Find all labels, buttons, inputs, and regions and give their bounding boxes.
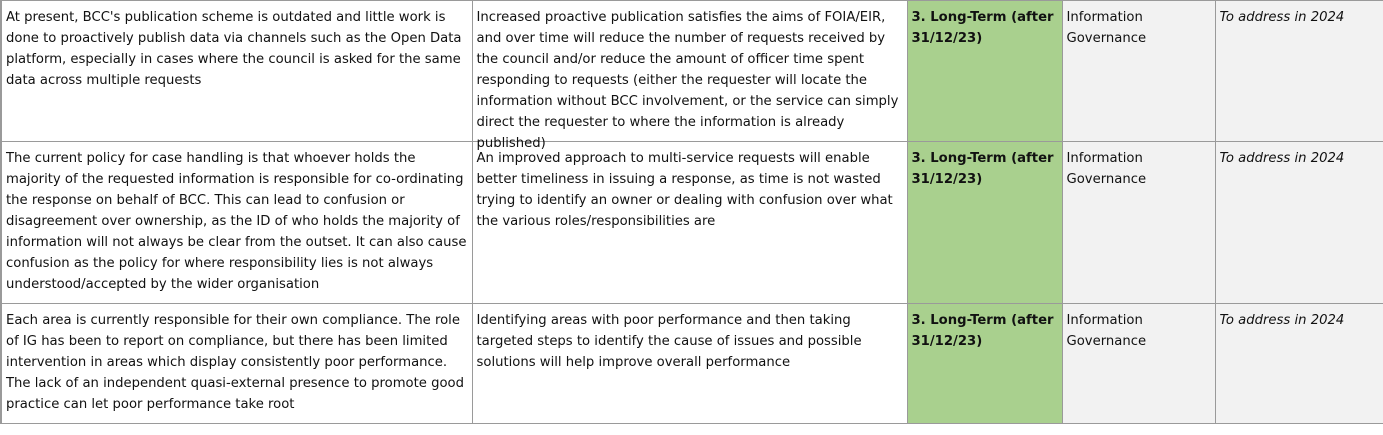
priority-cell: 3. Long-Term (after 31/12/23) (907, 142, 1062, 304)
status-cell: To address in 2024 (1215, 142, 1383, 304)
owner-cell: Information Governance (1062, 1, 1215, 142)
table-row (1, 304, 1383, 424)
benefit-cell: Identifying areas with poor performance and then taking targeted steps to identify the cause of issues and possible solutions will help improve overall performance (472, 304, 907, 424)
owner-cell: Information Governance (1062, 142, 1215, 304)
benefit-cell: An improved approach to multi-service requests will enable better timeliness in issuing a response, as time is not wasted trying to identify an owner or dealing with confusion over what the various roles/responsibilities are (472, 142, 907, 304)
benefit-cell (472, 1, 907, 151)
issue-cell: The current policy for case handling is that whoever holds the majority of the requested information is responsible for co-ordinating the response on behalf of BCC. This can lead to confusion or disagreement over ownership, as the ID of who holds the majority of information will not always be clear from the outset. It can also cause confusion as the policy for where responsibility lies is not always understood/accepted by the wider organisation (1, 142, 472, 304)
table-row (1, 1, 1383, 142)
priority-cell: 3. Long-Term (after 31/12/23) (907, 304, 1062, 424)
table-row (1, 142, 1383, 304)
issue-cell: At present, BCC's publication scheme is outdated and little work is done to proactively publish data via channels such as the Open Data platform, especially in cases where the council is asked for the same data across multiple requests (1, 1, 472, 142)
status-cell: To address in 2024 (1215, 304, 1383, 424)
benefit-text: Increased proactive publication satisfies the aims of FOIA/EIR, and over time will reduce the number of requests received by the council and/or reduce the amount of officer time spent responding to requests (either the requester will locate the information without BCC involvement, or the service can simply direct the requester to where the information is already published) (476, 10, 899, 151)
status-cell: To address in 2024 (1215, 1, 1383, 142)
issue-cell: Each area is currently responsible for their own compliance. The role of IG has been to report on compliance, but there has been limited intervention in areas which display consistently poor performance. The lack of an independent quasi-external presence to promote good practice can let poor performance take root (1, 304, 472, 424)
priority-cell: 3. Long-Term (after 31/12/23) (907, 1, 1062, 142)
owner-cell: Information Governance (1062, 304, 1215, 424)
